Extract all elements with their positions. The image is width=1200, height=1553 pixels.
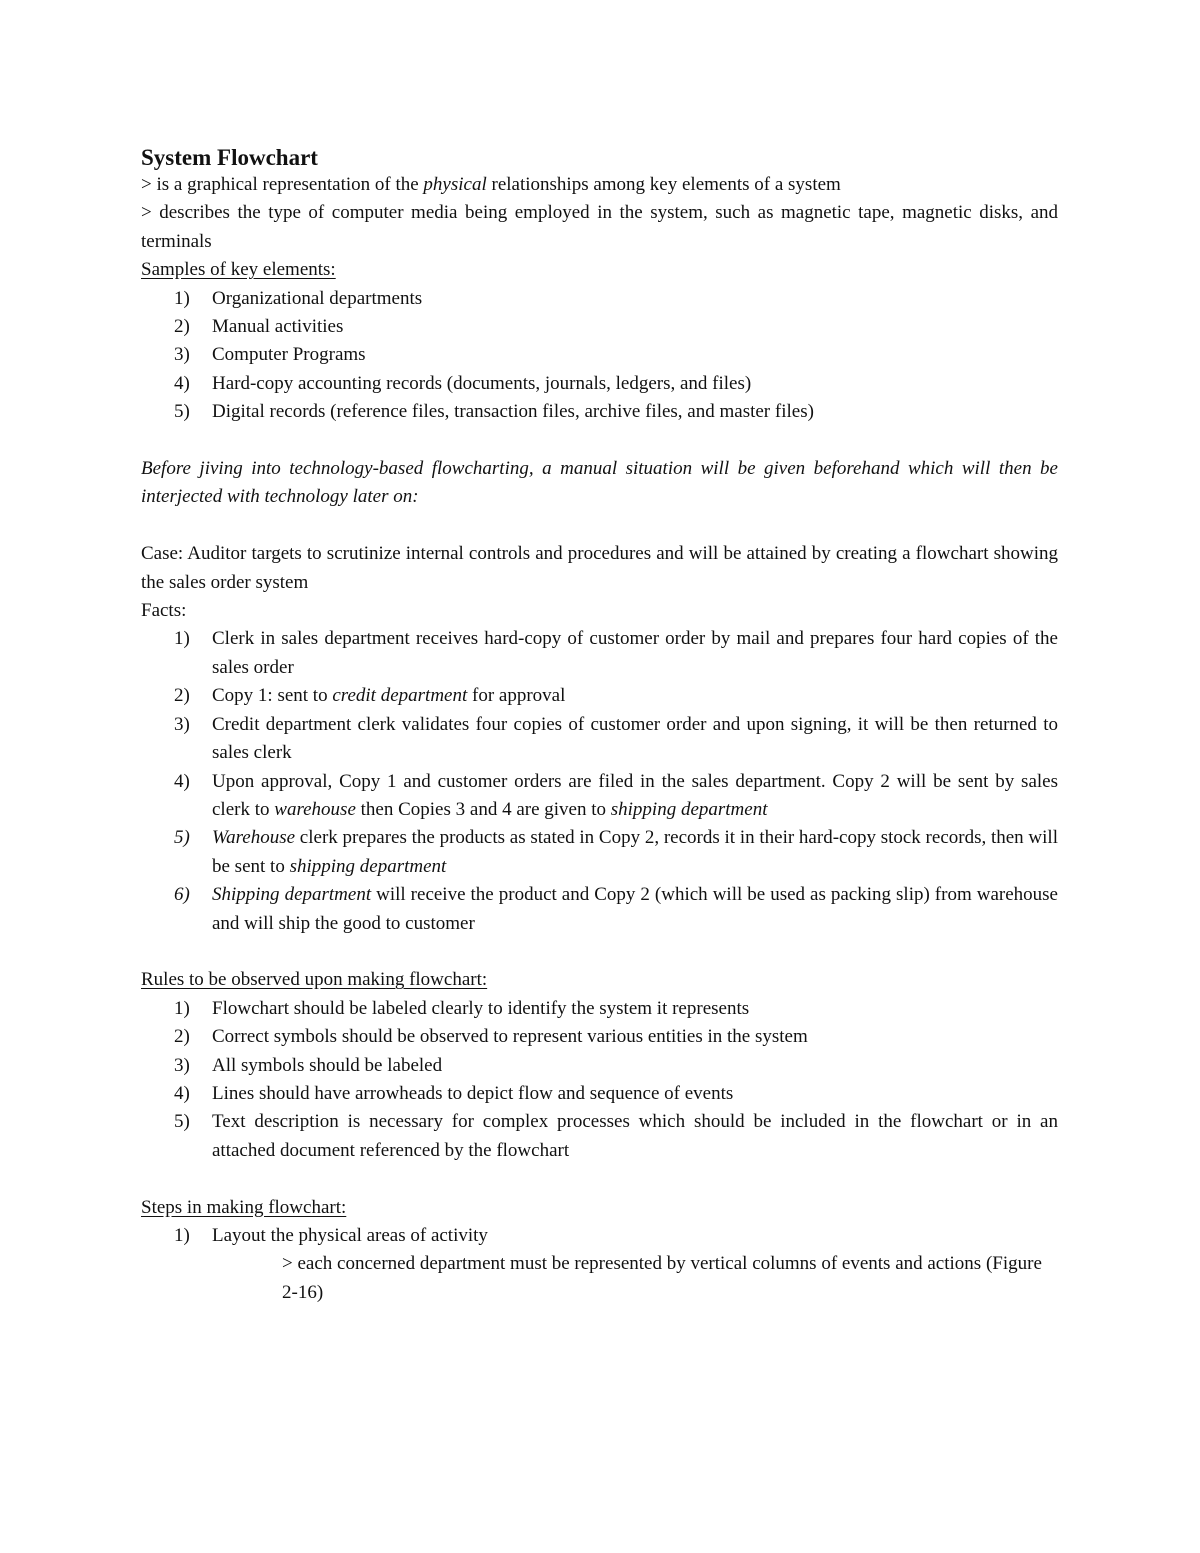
list-number: 1) [174,997,190,1019]
list-item-text: Credit department clerk validates four copies of customer order and upon signing, it will be then returned to sales clerk [212,713,1058,764]
spacer [141,938,1058,966]
spacer [141,427,1058,455]
spacer [141,512,1058,540]
list-item-text: Upon approval, Copy 1 and customer orders are filed in the sales department. Copy 2 will be sent by sales clerk to [212,770,1058,820]
list-item-emphasis: credit department [332,685,468,707]
definition-line-2: > describes the type of computer media being employed in the system, such as magnetic tape, magnetic disks, and terminals [141,202,1058,252]
list-item [141,398,1058,426]
list-item [141,313,1058,341]
list-number: 5) [174,827,190,849]
intro-note [141,455,1058,512]
list-item [141,995,1058,1023]
list-item-text: Lines should have arrowheads to depict flow and sequence of events [212,1082,734,1104]
samples-list [141,285,1058,427]
steps-sub-note: > each concerned department must be represented by vertical columns of events and actions (Figure 2-16) [282,1253,1042,1303]
list-number: 1) [174,287,190,309]
list-item-text: Correct symbols should be observed to represent various entities in the system [212,1026,808,1048]
list-item [141,682,1058,710]
case-statement: Case: Auditor targets to scrutinize internal controls and procedures and will be attained by creating a flowchart showing the sales order system [141,543,1058,593]
list-item-text: Manual activities [212,316,344,338]
rules-heading: Rules to be observed upon making flowchart: [141,969,488,991]
list-item [141,625,1058,682]
steps-list [141,1222,1058,1250]
page-title: System Flowchart [141,145,318,170]
facts-list [141,625,1058,937]
list-number: 4) [174,1082,190,1104]
list-number: 4) [174,372,190,394]
list-number: 2) [174,1026,190,1048]
definition-line-1 [141,171,1058,199]
list-item-text: Digital records (reference files, transaction files, archive files, and master files) [212,401,814,423]
list-item [141,1023,1058,1051]
list-item [141,285,1058,313]
list-item [141,1222,1058,1250]
list-item [141,1080,1058,1108]
list-item-text: clerk prepares the products as stated in Copy 2, records it in their hard-copy stock records, then will be sent to [212,827,1058,877]
list-item-text: Hard-copy accounting records (documents, journals, ledgers, and files) [212,372,752,394]
list-number: 6) [174,884,190,906]
list-item [141,1052,1058,1080]
list-item [141,370,1058,398]
samples-heading: Samples of key elements: [141,259,336,281]
list-item-text: then Copies 3 and 4 are given to [355,798,611,820]
list-item [141,711,1058,768]
rules-list [141,995,1058,1165]
list-item-text: Flowchart should be labeled clearly to identify the system it represents [212,997,750,1019]
list-number: 4) [174,770,190,792]
list-item [141,768,1058,825]
list-number: 2) [174,316,190,338]
list-item-emphasis: Shipping department [212,884,372,906]
list-item-text: Computer Programs [212,344,366,366]
list-number: 5) [174,1111,190,1133]
list-number: 1) [174,628,190,650]
list-item-emphasis: shipping department [610,798,768,820]
intro-note-text: Before jiving into technology-based flowcharting, a manual situation will be given beforehand which will then be interjected with technology later on: [141,458,1058,508]
list-number: 5) [174,401,190,423]
list-item [141,881,1058,938]
list-item-text: will receive the product and Copy 2 (which will be used as packing slip) from warehouse and will ship the good to customer [212,884,1058,934]
list-item [141,341,1058,369]
list-item-text: Text description is necessary for complex processes which should be included in the flowchart or in an attached document referenced by the flowchart [212,1111,1058,1161]
definition-line-1-post: relationships among key elements of a system [486,174,841,195]
list-number: 3) [174,344,190,366]
list-item-text: All symbols should be labeled [212,1054,443,1076]
list-item-text: Layout the physical areas of activity [212,1224,488,1246]
list-item-emphasis: Warehouse [212,827,296,849]
list-item-text: for approval [467,685,566,707]
list-item-text: Copy 1: sent to [212,685,333,707]
list-item-emphasis: warehouse [274,798,356,820]
spacer [141,1165,1058,1193]
list-item [141,824,1058,881]
steps-heading: Steps in making flowchart: [141,1196,347,1218]
list-number: 2) [174,685,190,707]
list-item [141,1108,1058,1165]
definition-line-1-pre: > is a graphical representation of the [141,174,424,195]
facts-heading: Facts: [141,600,187,622]
list-item-text: Organizational departments [212,287,423,309]
list-item-text: Clerk in sales department receives hard-copy of customer order by mail and prepares four hard copies of the sales order [212,628,1058,678]
list-number: 3) [174,1054,190,1076]
list-number: 1) [174,1224,190,1246]
definition-line-1-emphasis: physical [423,174,487,195]
list-number: 3) [174,713,190,735]
list-item-emphasis: shipping department [289,855,447,877]
